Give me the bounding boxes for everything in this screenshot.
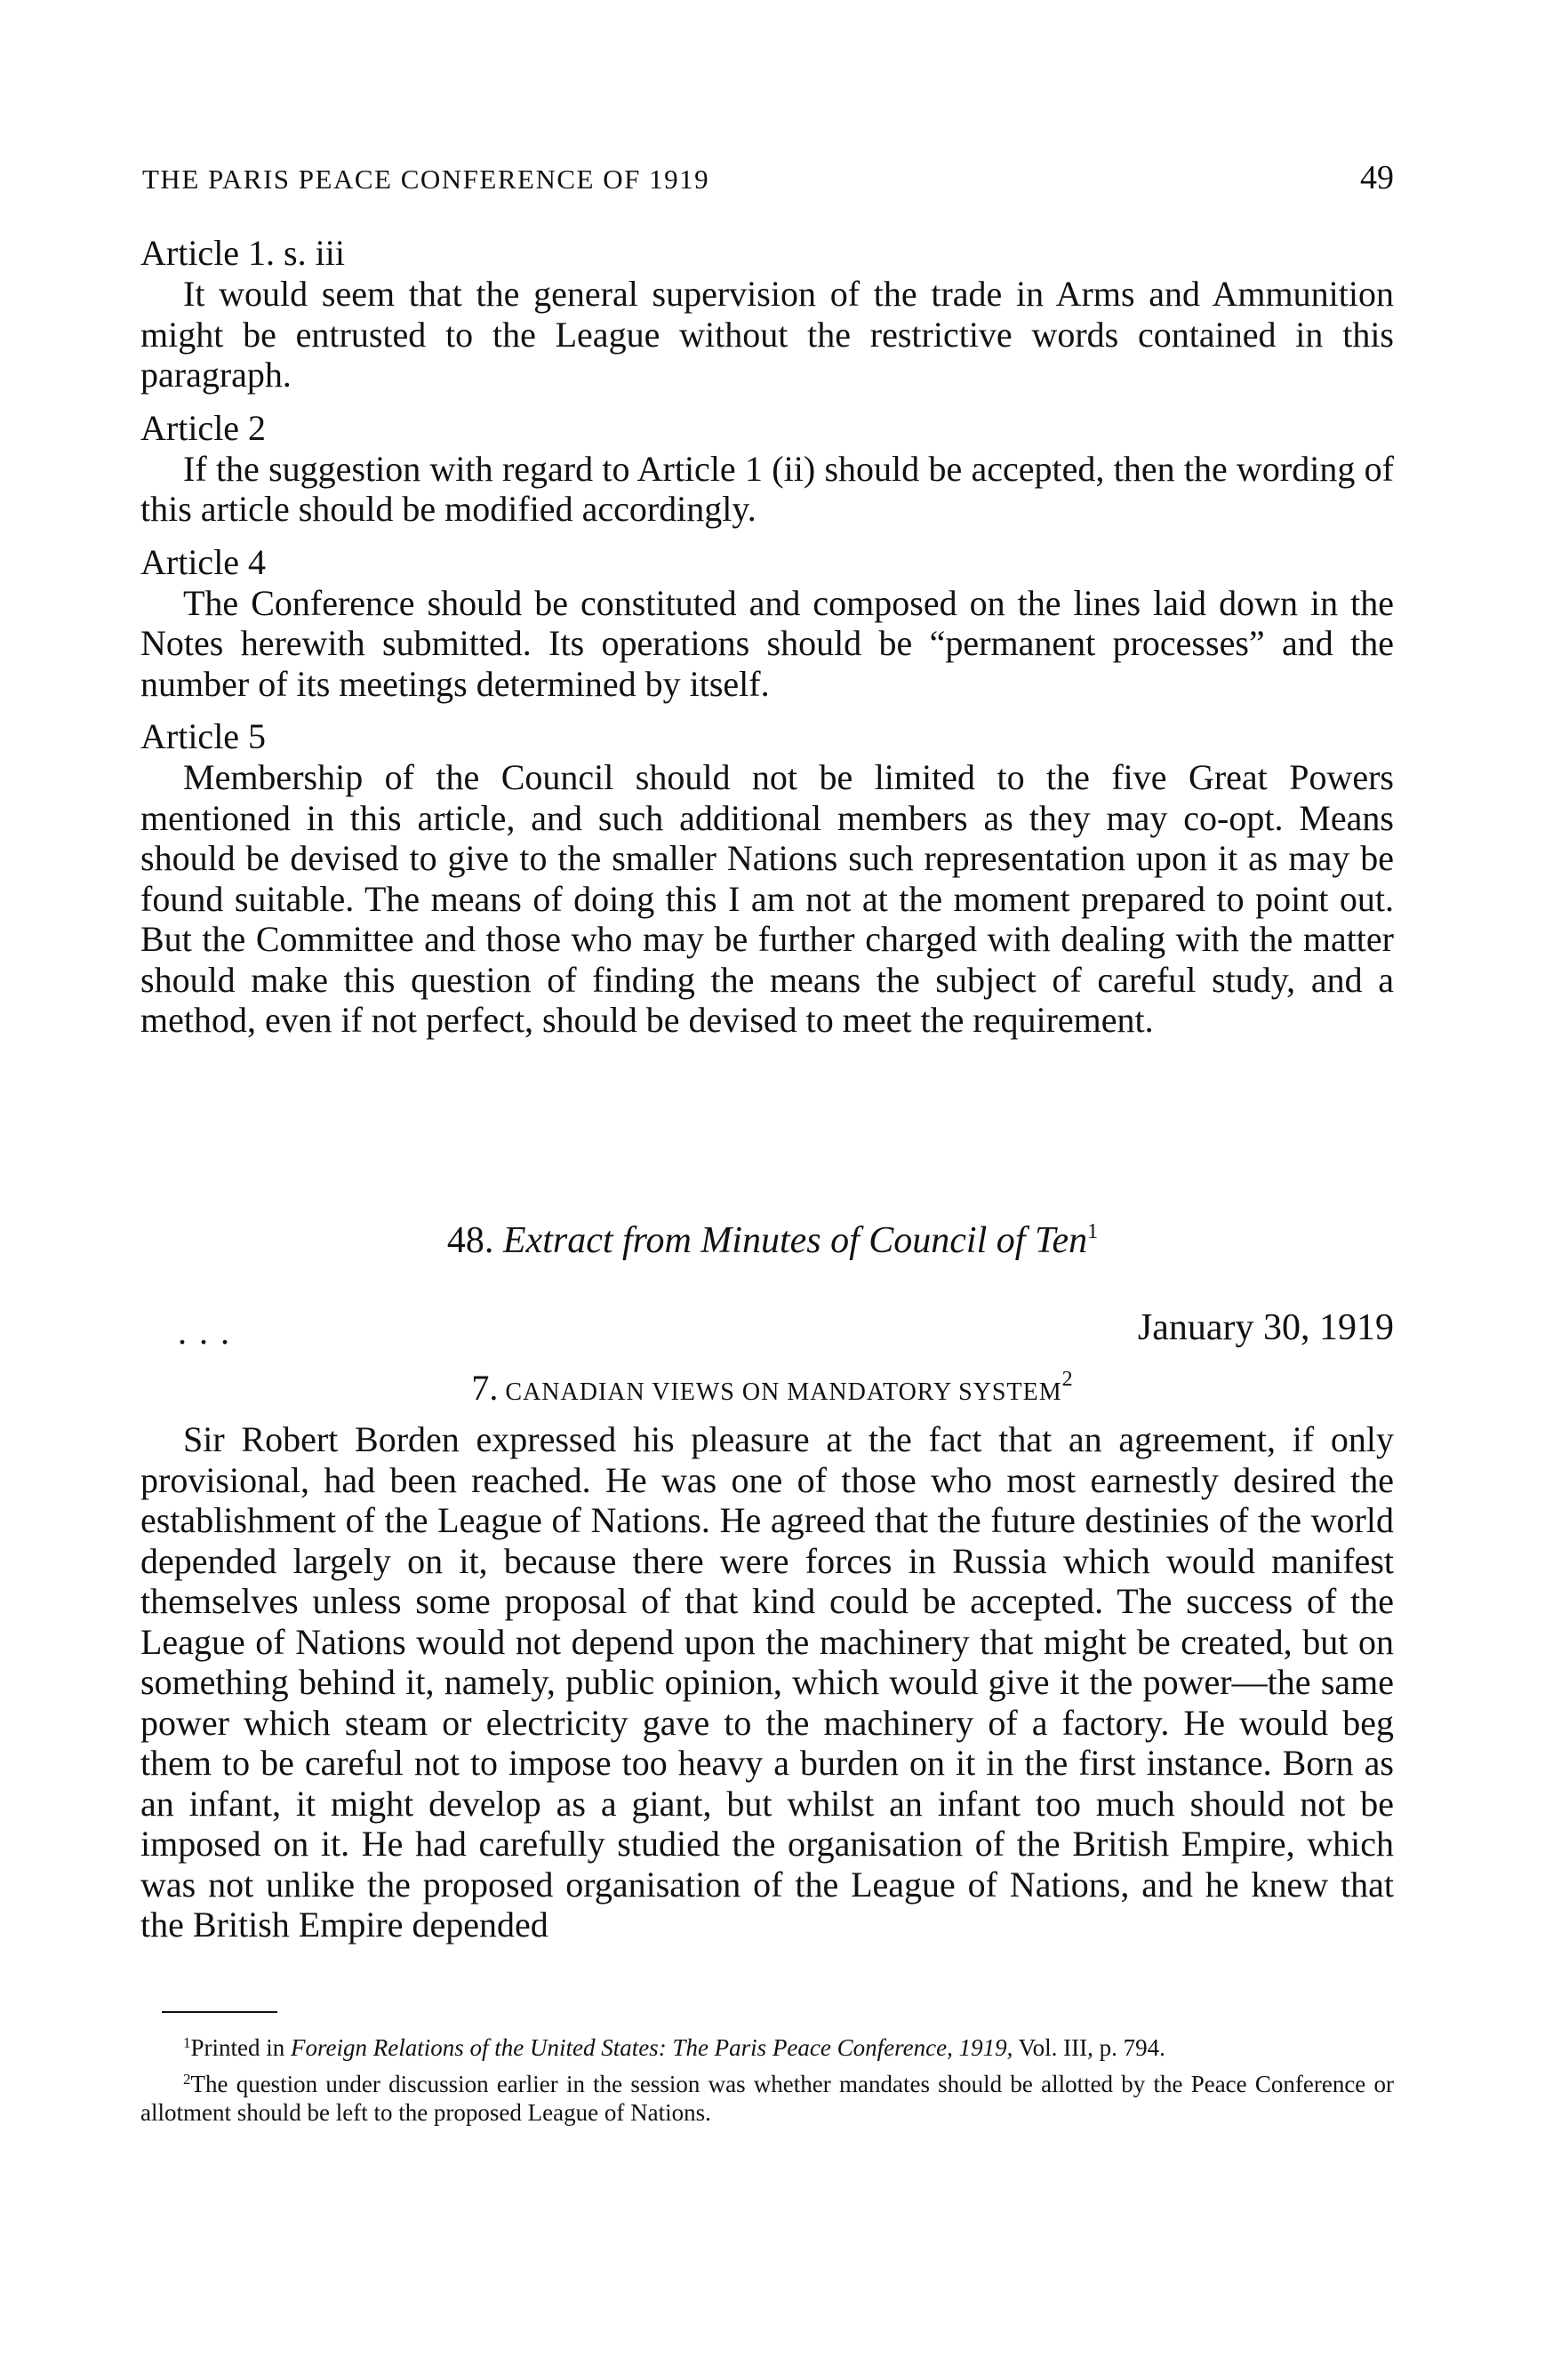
section-heading bbox=[0, 1367, 1545, 1409]
footnote-text: Printed in bbox=[190, 2034, 291, 2061]
footnote-text: Vol. III, p. 794. bbox=[1013, 2034, 1165, 2061]
article-paragraph: If the suggestion with regard to Article 1 (ii) should be accepted, then the wording of this article should be modified accordingly. bbox=[140, 448, 1394, 529]
footnote-text: The question under discussion earlier in the session was whether mandates should be allotted by the Peace Conference or allotment should be left to the proposed League of Nations. bbox=[140, 2071, 1394, 2126]
running-head bbox=[142, 158, 1394, 197]
article-paragraph: It would seem that the general supervision of the trade in Arms and Ammunition might be entrusted to the League without the restrictive words contained in this paragraph. bbox=[140, 274, 1394, 395]
footnote-citation-title: Foreign Relations of the United States: The Paris Peace Conference, 1919, bbox=[291, 2034, 1013, 2061]
footnote-2 bbox=[140, 2065, 1394, 2127]
article-heading: Article 1. s. iii bbox=[140, 233, 345, 273]
footnote-mark: 1 bbox=[183, 2034, 191, 2051]
document-number: 48. bbox=[446, 1220, 494, 1261]
footnote-ref[interactable]: 2 bbox=[1061, 1368, 1074, 1391]
section-title: CANADIAN VIEWS ON MANDATORY SYSTEM bbox=[505, 1378, 1062, 1406]
section-body bbox=[140, 1419, 1394, 1958]
footnotes bbox=[140, 2029, 1394, 2130]
footnote-rule bbox=[162, 2011, 277, 2013]
page-number: 49 bbox=[1360, 159, 1394, 196]
minutes-paragraph: Sir Robert Borden expressed his pleasure at the fact that an agreement, if only provisional, had been reached. He was one of those who most earnestly desired the establishment of the League of Nations. He agreed that the future destinies of the world depended largely on it, because there were forces in Russia which would manifest themselves unless some proposal of that kind could be accepted. The success of the League of Nations would not depend upon the machinery that might be created, but on something behind it, namely, public opinion, which would give it the power—the same power which steam or electricity gave to the machinery of a factory. He would beg them to be careful not to impose too heavy a burden on it in the first instance. Born as an infant, it might develop as a giant, but whilst an infant too much should not be imposed on it. He had carefully studied the organisation of the British Empire, which was not unlike the proposed organisation of the League of Nations, and he knew that the British Empire depended bbox=[140, 1419, 1394, 1945]
article-heading: Article 2 bbox=[140, 407, 267, 448]
footnote-mark: 2 bbox=[183, 2071, 191, 2088]
running-head-title: THE PARIS PEACE CONFERENCE OF 1919 bbox=[142, 164, 710, 195]
section-number: 7. bbox=[471, 1368, 499, 1408]
document-date: January 30, 1919 bbox=[1137, 1307, 1394, 1348]
document-heading bbox=[0, 1219, 1545, 1262]
article-paragraph: Membership of the Council should not be limited to the five Great Powers mentioned in this article, and such additional members as they may co-opt. Means should be devised to give to the smaller Nations such representation upon it as may be found suitable. The means of doing this I am not at the moment prepared to point out. But the Committee and those who may be further charged with dealing with the matter should make this question of finding the means the subject of careful study, and a method, even if not perfect, should be devised to meet the requirement. bbox=[140, 757, 1394, 1040]
omission-ellipsis: ... bbox=[178, 1312, 242, 1352]
footnote-1 bbox=[140, 2029, 1394, 2062]
article-heading: Article 5 bbox=[140, 716, 267, 756]
article-paragraph: The Conference should be constituted and composed on the lines laid down in the Notes herewith submitted. Its operations should be “permanent processes” and the number of its meetings determined by itself. bbox=[140, 582, 1394, 704]
document-title: Extract from Minutes of Council of Ten bbox=[502, 1220, 1088, 1261]
article-comments bbox=[140, 233, 1394, 1053]
article-heading: Article 4 bbox=[140, 541, 267, 582]
footnote-ref[interactable]: 1 bbox=[1087, 1220, 1099, 1243]
